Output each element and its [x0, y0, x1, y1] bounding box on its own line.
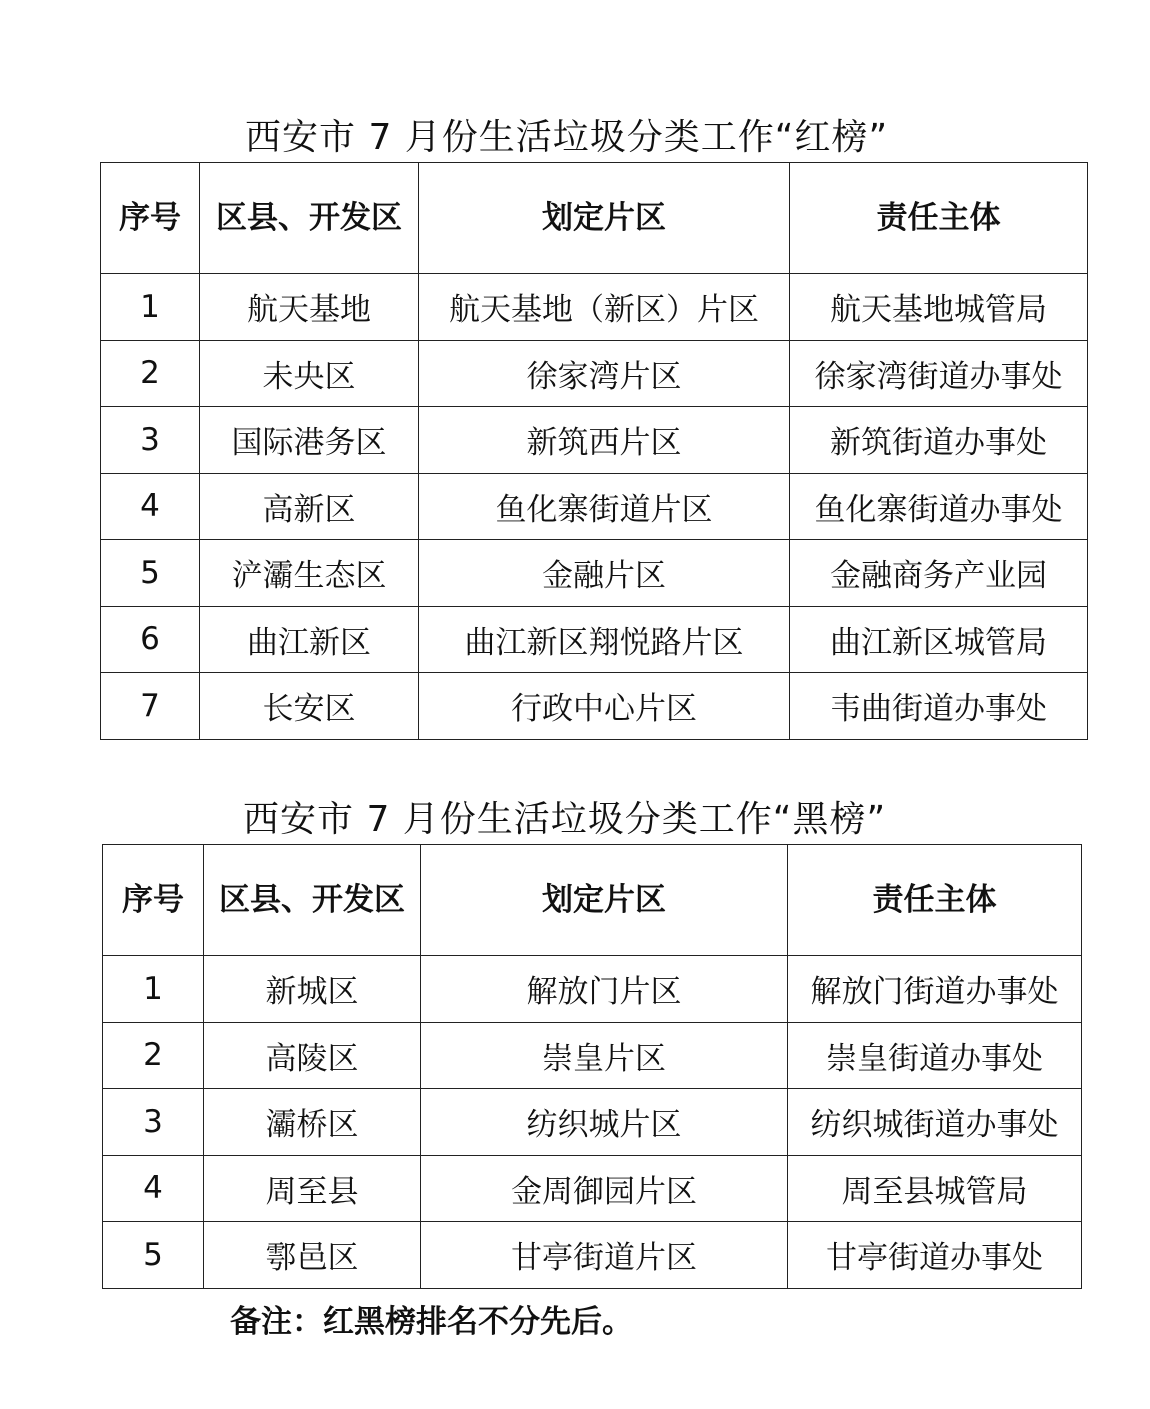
cell-zone: 解放门片区 [421, 956, 788, 1023]
table-row [101, 540, 1088, 607]
header-index: 序号 [103, 845, 204, 956]
cell-index: 6 [101, 606, 200, 673]
table-row [103, 1089, 1082, 1156]
table-row [101, 407, 1088, 474]
table-row [101, 673, 1088, 740]
cell-responsible: 曲江新区城管局 [790, 606, 1088, 673]
cell-index: 1 [103, 956, 204, 1023]
header-district: 区县、开发区 [200, 163, 419, 274]
red-list-title: 西安市 7 月份生活垃圾分类工作“红榜” [245, 117, 889, 158]
header-zone: 划定片区 [419, 163, 790, 274]
cell-zone: 崇皇片区 [421, 1022, 788, 1089]
cell-index: 4 [101, 473, 200, 540]
cell-responsible: 周至县城管局 [788, 1155, 1082, 1222]
cell-zone: 行政中心片区 [419, 673, 790, 740]
cell-index: 4 [103, 1155, 204, 1222]
cell-district: 鄠邑区 [204, 1222, 421, 1289]
table-row [103, 956, 1082, 1023]
table-header-row [103, 845, 1082, 956]
cell-responsible: 解放门街道办事处 [788, 956, 1082, 1023]
table-row [101, 274, 1088, 341]
cell-zone: 航天基地（新区）片区 [419, 274, 790, 341]
cell-responsible: 金融商务产业园 [790, 540, 1088, 607]
cell-zone: 金融片区 [419, 540, 790, 607]
cell-district: 国际港务区 [200, 407, 419, 474]
table-row [103, 1155, 1082, 1222]
cell-responsible: 纺织城街道办事处 [788, 1089, 1082, 1156]
cell-responsible: 崇皇街道办事处 [788, 1022, 1082, 1089]
cell-responsible: 韦曲街道办事处 [790, 673, 1088, 740]
cell-zone: 鱼化寨街道片区 [419, 473, 790, 540]
header-district: 区县、开发区 [204, 845, 421, 956]
cell-district: 曲江新区 [200, 606, 419, 673]
cell-zone: 新筑西片区 [419, 407, 790, 474]
cell-district: 灞桥区 [204, 1089, 421, 1156]
black-list-table [102, 844, 1082, 1289]
cell-index: 3 [103, 1089, 204, 1156]
table-row [101, 340, 1088, 407]
cell-zone: 曲江新区翔悦路片区 [419, 606, 790, 673]
footnote: 备注：红黑榜排名不分先后。 [230, 1304, 633, 1340]
cell-zone: 纺织城片区 [421, 1089, 788, 1156]
header-zone: 划定片区 [421, 845, 788, 956]
cell-responsible: 徐家湾街道办事处 [790, 340, 1088, 407]
cell-index: 5 [103, 1222, 204, 1289]
cell-district: 周至县 [204, 1155, 421, 1222]
header-index: 序号 [101, 163, 200, 274]
black-list-title: 西安市 7 月份生活垃圾分类工作“黑榜” [243, 799, 887, 840]
cell-district: 长安区 [200, 673, 419, 740]
table-row [101, 473, 1088, 540]
cell-district: 新城区 [204, 956, 421, 1023]
cell-responsible: 航天基地城管局 [790, 274, 1088, 341]
header-responsible: 责任主体 [788, 845, 1082, 956]
red-list-table [100, 162, 1088, 740]
table-header-row [101, 163, 1088, 274]
cell-district: 未央区 [200, 340, 419, 407]
cell-district: 高陵区 [204, 1022, 421, 1089]
cell-zone: 徐家湾片区 [419, 340, 790, 407]
cell-index: 2 [101, 340, 200, 407]
table-row [103, 1222, 1082, 1289]
cell-responsible: 甘亭街道办事处 [788, 1222, 1082, 1289]
cell-zone: 金周御园片区 [421, 1155, 788, 1222]
cell-zone: 甘亭街道片区 [421, 1222, 788, 1289]
cell-index: 3 [101, 407, 200, 474]
cell-index: 1 [101, 274, 200, 341]
cell-district: 航天基地 [200, 274, 419, 341]
cell-index: 5 [101, 540, 200, 607]
cell-responsible: 新筑街道办事处 [790, 407, 1088, 474]
cell-responsible: 鱼化寨街道办事处 [790, 473, 1088, 540]
cell-index: 7 [101, 673, 200, 740]
cell-district: 浐灞生态区 [200, 540, 419, 607]
table-row [103, 1022, 1082, 1089]
table-row [101, 606, 1088, 673]
cell-index: 2 [103, 1022, 204, 1089]
header-responsible: 责任主体 [790, 163, 1088, 274]
cell-district: 高新区 [200, 473, 419, 540]
